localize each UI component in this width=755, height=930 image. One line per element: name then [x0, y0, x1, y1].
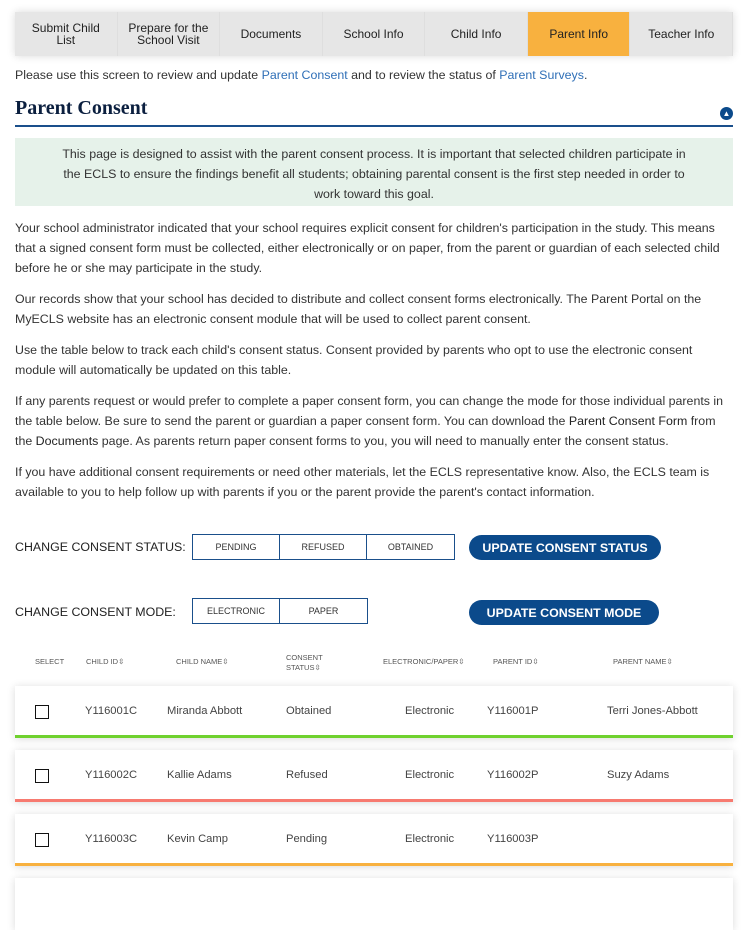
status-pending-option[interactable]: PENDING	[193, 535, 280, 559]
cell-mode: Electronic	[405, 705, 455, 717]
mode-segment	[192, 598, 368, 624]
status-refused-option[interactable]: REFUSED	[280, 535, 367, 559]
parent-consent-link[interactable]: Parent Consent	[261, 68, 348, 82]
sort-icon: ⇳	[222, 657, 229, 666]
cell-child-name: Miranda Abbott	[167, 705, 243, 717]
paragraph: Our records show that your school has decided to distribute and collect consent forms electronically. The Parent Portal on the MyECLS website has an electronic consent module that will be used to collect parent consent.	[15, 292, 702, 326]
header-label: PARENT ID	[493, 657, 533, 666]
tab-prepare-school-visit[interactable]: Prepare for the School Visit	[118, 12, 221, 56]
mode-paper-option[interactable]: PAPER	[308, 606, 339, 616]
header-select: SELECT	[35, 657, 65, 666]
status-bar	[15, 735, 733, 738]
intro-mid: and to review the status of	[347, 68, 500, 82]
text: If any parents request or would prefer to complete a paper consent form, you can change the mode for those individual parents in the table below. Be sure to send the parent or guardian a paper consent form. You can download the	[15, 394, 724, 428]
header-label: CHILD ID	[86, 657, 119, 666]
tab-teacher-info[interactable]: Teacher Info	[630, 12, 733, 56]
update-consent-status-button[interactable]: UPDATE CONSENT STATUS	[469, 535, 661, 560]
status-bar	[15, 863, 733, 866]
status-bar	[15, 799, 733, 802]
page-title: Parent Consent	[15, 97, 148, 119]
paragraph: Use the table below to track each child's consent status. Consent provided by parents who opt to use the electronic consent module will automatically be updated on this table.	[15, 343, 693, 377]
row-checkbox[interactable]	[35, 705, 49, 719]
sort-icon: ⇳	[118, 657, 125, 666]
cell-status: Pending	[286, 833, 328, 845]
cell-child-name: Kevin Camp	[167, 833, 228, 845]
sort-icon: ⇳	[666, 657, 673, 666]
cell-child-id: Y116003C	[85, 833, 138, 845]
divider	[15, 125, 733, 127]
parent-consent-form-link[interactable]: Parent Consent Form	[568, 414, 688, 428]
table-row	[15, 878, 733, 930]
mode-electronic-option[interactable]: ELECTRONIC	[193, 599, 280, 623]
header-parent-id[interactable]	[493, 657, 539, 667]
cell-parent-name: Terri Jones-Abbott	[607, 705, 698, 717]
cell-parent-id: Y116003P	[487, 833, 539, 845]
intro-post: .	[583, 68, 588, 82]
table-row	[15, 686, 733, 738]
text: from the	[15, 414, 716, 448]
header-label: CHILD NAME	[176, 657, 223, 666]
cell-parent-id: Y116002P	[487, 769, 539, 781]
tab-documents[interactable]: Documents	[220, 12, 323, 56]
cell-mode: Electronic	[405, 833, 455, 845]
cell-child-name: Kallie Adams	[167, 769, 232, 781]
cell-parent-id: Y116001P	[487, 705, 539, 717]
header-child-id[interactable]	[86, 657, 124, 667]
cell-child-id: Y116002C	[85, 769, 138, 781]
row-checkbox[interactable]	[35, 833, 49, 847]
cell-parent-name: Suzy Adams	[607, 769, 670, 781]
intro-pre: Please use this screen to review and update	[15, 68, 262, 82]
sort-icon: ⇳	[532, 657, 539, 666]
table-row	[15, 814, 733, 866]
documents-link[interactable]: Documents	[35, 434, 99, 448]
cell-mode: Electronic	[405, 769, 455, 781]
cell-status: Refused	[286, 769, 328, 781]
header-mode[interactable]	[383, 657, 465, 667]
header-consent-status[interactable]	[286, 653, 331, 673]
tab-parent-info[interactable]: Parent Info	[528, 12, 631, 56]
info-note: This page is designed to assist with the parent consent process. It is important that selected children participate in the ECLS to ensure the findings benefit all students; obtaining parental consent is the first step needed in order to work toward this goal.	[15, 138, 733, 206]
paragraph	[15, 391, 735, 451]
header-label: ELECTRONIC/PAPER	[383, 657, 459, 666]
intro-text	[15, 68, 587, 82]
text: page. As parents return paper consent forms to you, you will need to manually enter the consent status.	[98, 434, 669, 448]
cell-status: Obtained	[286, 705, 332, 717]
header-label: CONSENT STATUS	[286, 653, 323, 672]
row-checkbox[interactable]	[35, 769, 49, 783]
tab-child-info[interactable]: Child Info	[425, 12, 528, 56]
paragraph: If you have additional consent requirements or need other materials, let the ECLS representative know. Also, the ECLS team is available to you to help follow up with parents if you or the parent provide the parent's contact information.	[15, 465, 710, 499]
change-status-label: CHANGE CONSENT STATUS:	[15, 540, 186, 554]
cell-child-id: Y116001C	[85, 705, 138, 717]
table-row	[15, 750, 733, 802]
update-consent-mode-button[interactable]: UPDATE CONSENT MODE	[469, 600, 659, 625]
tab-submit-child-list[interactable]: Submit Child List	[15, 12, 118, 56]
status-segment	[192, 534, 455, 560]
collapse-icon[interactable]: ▲	[720, 107, 733, 120]
header-parent-name[interactable]	[613, 657, 673, 667]
parent-surveys-link[interactable]: Parent Surveys	[499, 68, 584, 82]
tab-school-info[interactable]: School Info	[323, 12, 426, 56]
instructions	[15, 218, 735, 513]
change-mode-label: CHANGE CONSENT MODE:	[15, 605, 176, 619]
sort-icon: ⇳	[314, 663, 321, 672]
nav-tabs	[15, 12, 733, 56]
status-obtained-option[interactable]: OBTAINED	[387, 542, 434, 552]
sort-icon: ⇳	[458, 657, 465, 666]
paragraph: Your school administrator indicated that your school requires explicit consent for children's participation in the study. This means that a signed consent form must be collected, either electronically or on paper, from the parent or guardian of each selected child before he or she may participate in the study.	[15, 221, 720, 275]
header-label: PARENT NAME	[613, 657, 667, 666]
header-child-name[interactable]	[176, 657, 229, 667]
